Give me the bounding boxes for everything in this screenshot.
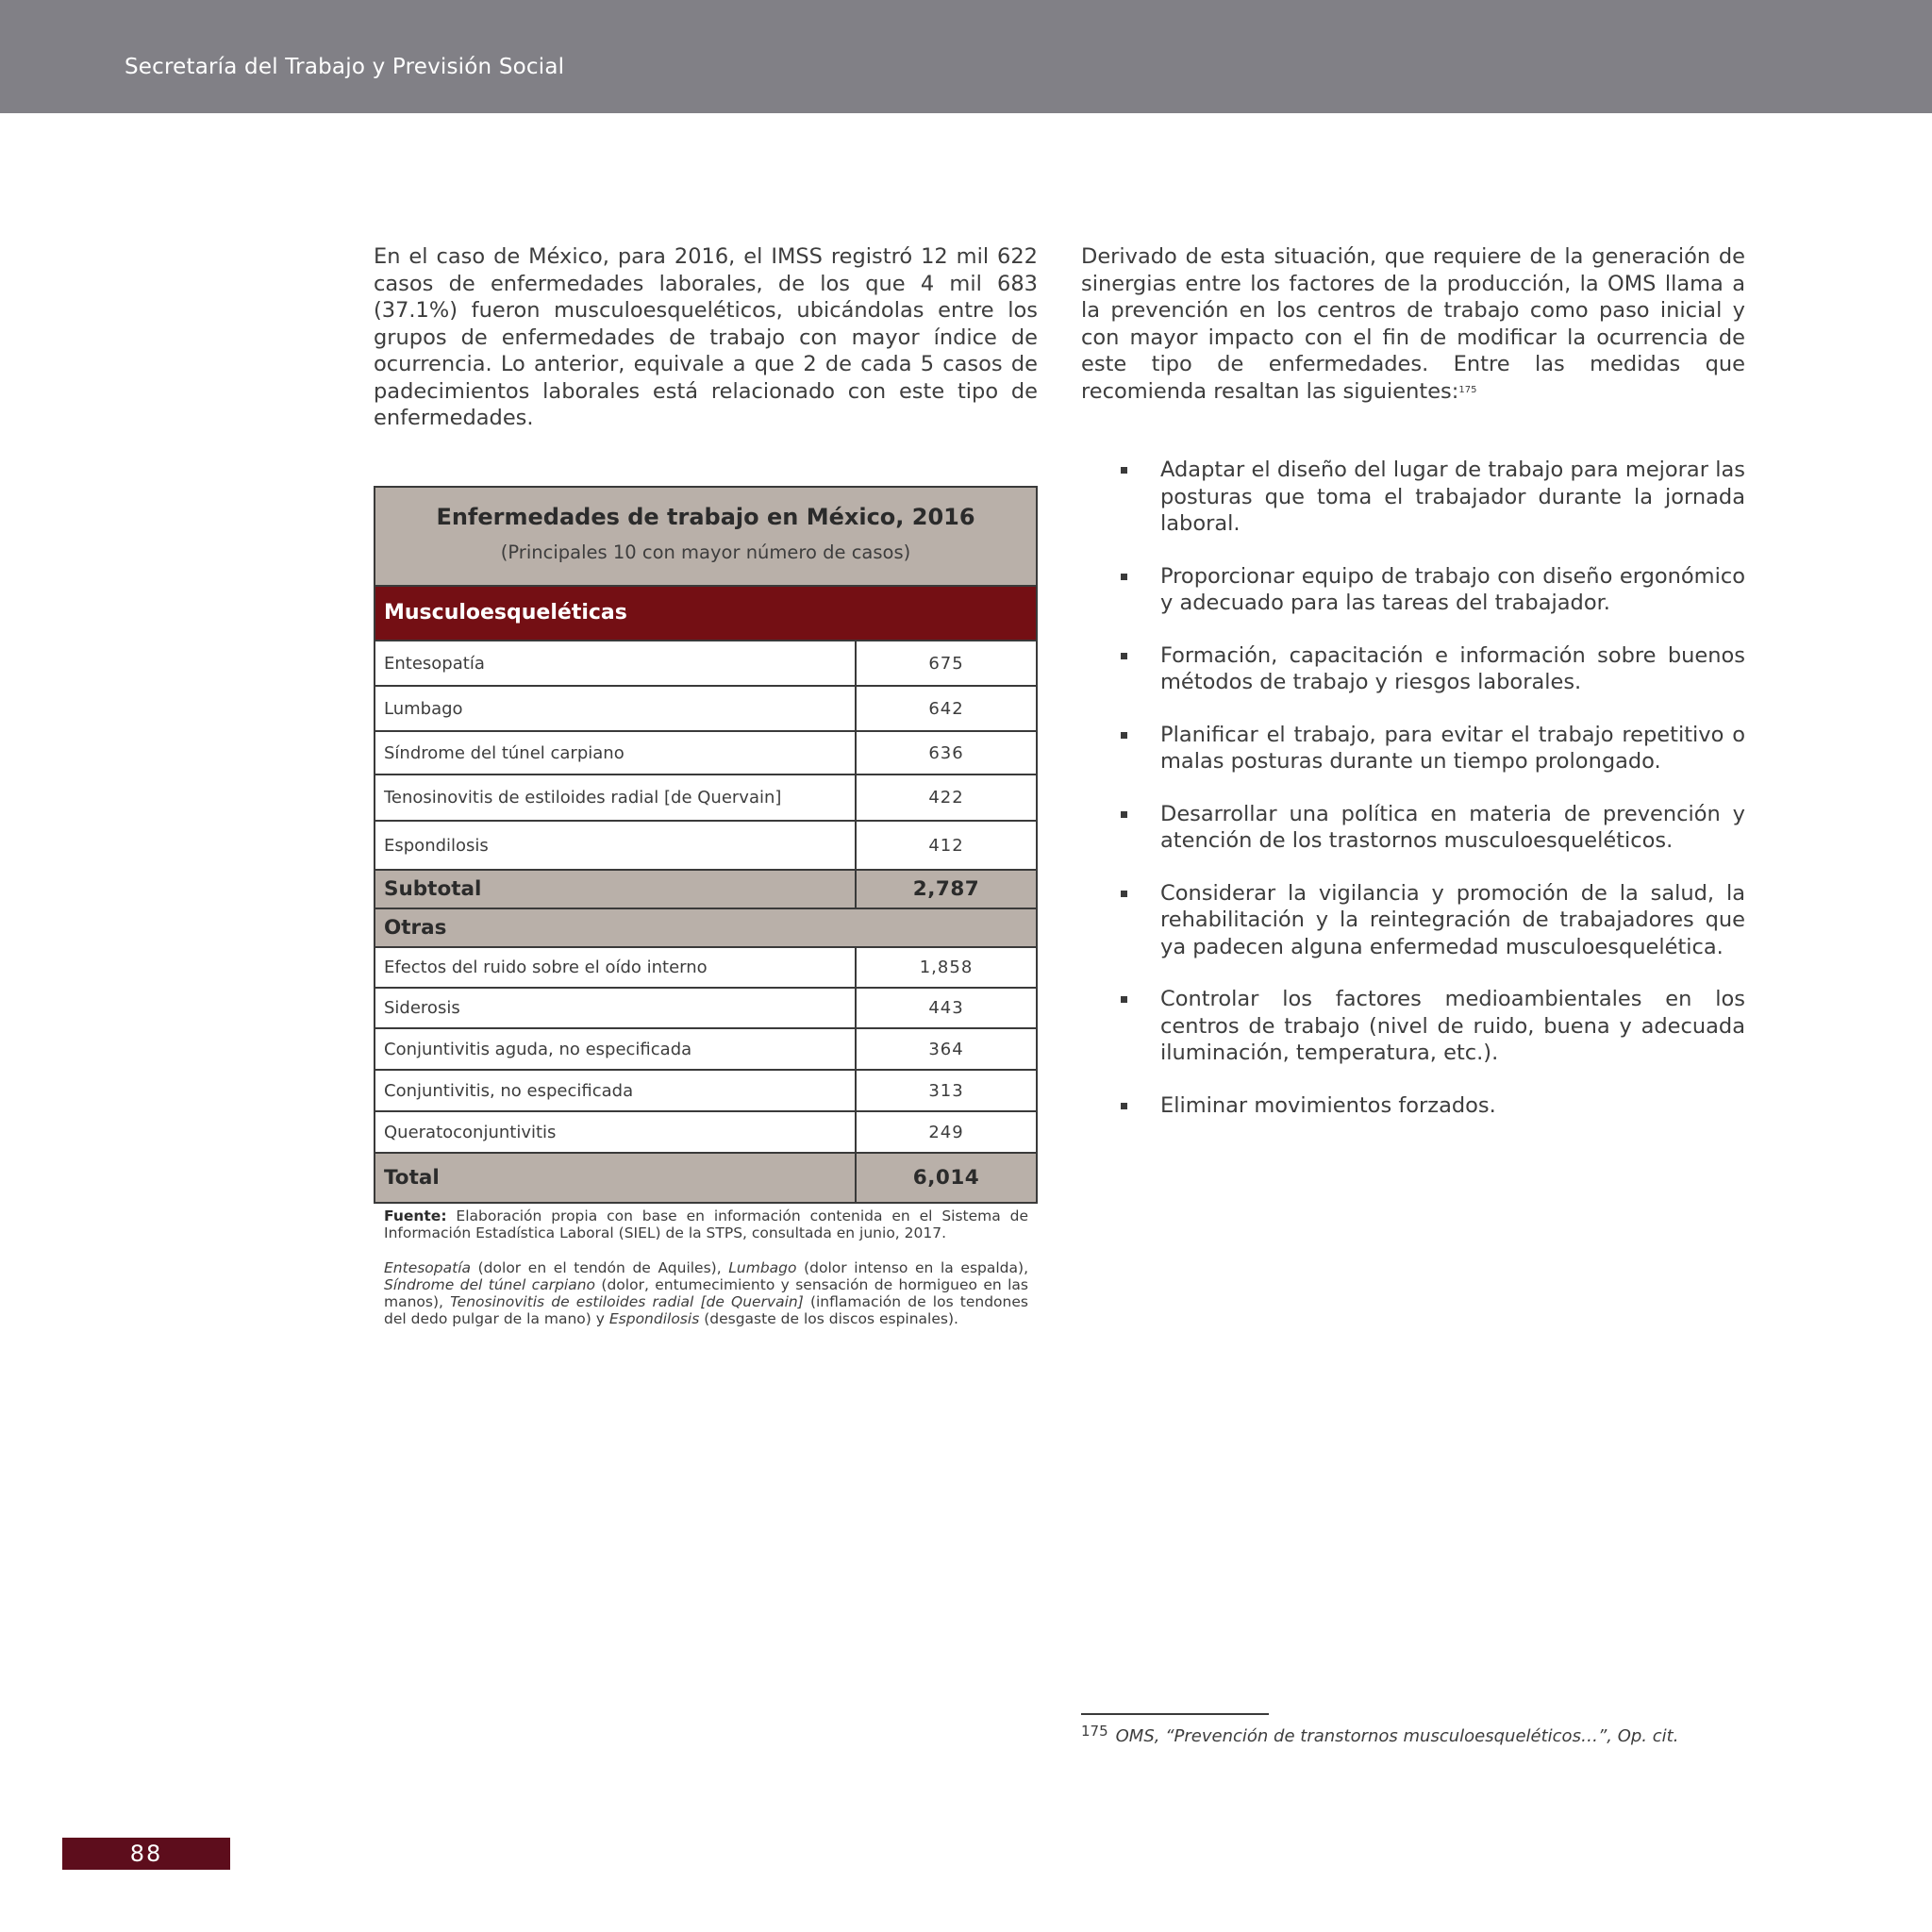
total-value: 6,014 bbox=[912, 1166, 980, 1190]
list-item bbox=[1121, 1092, 1745, 1120]
disease-cases: 422 bbox=[928, 788, 964, 808]
page-header bbox=[0, 0, 1932, 113]
list-item bbox=[1121, 801, 1745, 855]
section-other-label: Otras bbox=[384, 916, 447, 940]
diseases-table bbox=[374, 486, 1038, 1204]
bullet-square-icon bbox=[1121, 891, 1127, 897]
header-title: Secretaría del Trabajo y Previsión Social bbox=[125, 55, 565, 79]
note-definition: (desgaste de los discos espinales). bbox=[699, 1310, 958, 1327]
disease-cases: 642 bbox=[928, 698, 964, 719]
list-item bbox=[1121, 986, 1745, 1067]
disease-cases: 1,858 bbox=[919, 958, 974, 977]
footnote-text: OMS, “Prevención de transtornos musculoesqueléticos…”, Op. cit. bbox=[1115, 1726, 1679, 1746]
disease-cases: 443 bbox=[928, 998, 964, 1018]
section-musculoskeletal: Musculoesqueléticas bbox=[375, 587, 1036, 641]
disease-name: Conjuntivitis, no especificada bbox=[375, 1071, 857, 1110]
list-item-text: Adaptar el diseño del lugar de trabajo para mejorar las posturas que toma el trabajador durante la jornada laboral. bbox=[1160, 458, 1745, 536]
disease-name: Lumbago bbox=[375, 687, 857, 730]
footnote bbox=[1081, 1723, 1678, 1746]
bullet-square-icon bbox=[1121, 732, 1127, 739]
table-subtitle: (Principales 10 con mayor número de casos) bbox=[500, 541, 911, 563]
table-source bbox=[384, 1208, 1028, 1241]
disease-name: Efectos del ruido sobre el oído interno bbox=[375, 948, 857, 987]
intro-paragraph-right bbox=[1081, 243, 1745, 405]
footnote-number: 175 bbox=[1081, 1723, 1108, 1740]
source-label: Fuente: bbox=[384, 1208, 447, 1224]
note-definition: (dolor en el tendón de Aquiles), bbox=[471, 1259, 729, 1276]
list-item-text: Formación, capacitación e información sobre buenos métodos de trabajo y riesgos laborales. bbox=[1160, 642, 1745, 694]
list-item bbox=[1121, 722, 1745, 775]
table-row bbox=[375, 1112, 1036, 1154]
disease-name: Queratoconjuntivitis bbox=[375, 1112, 857, 1152]
table-row bbox=[375, 775, 1036, 822]
disease-name: Entesopatía bbox=[375, 641, 857, 685]
table-row bbox=[375, 948, 1036, 989]
intro-paragraph-left: En el caso de México, para 2016, el IMSS registró 12 mil 622 casos de enfermedades laborales, de los que 4 mil 683 (37.1%) fueron musculoesqueléticos, ubicándolas entre los grupos de enfermedades de trabajo con mayor índice de ocurrencia. Lo anterior, equivale a que 2 de cada 5 casos de padecimientos laborales está relacionado con este tipo de enfermedades. bbox=[374, 244, 1038, 430]
bullet-square-icon bbox=[1121, 574, 1127, 580]
footnote-reference[interactable]: 175 bbox=[1458, 384, 1477, 395]
note-term: Lumbago bbox=[728, 1259, 797, 1276]
bullet-square-icon bbox=[1121, 653, 1127, 659]
table-header bbox=[375, 488, 1036, 587]
total-row bbox=[375, 1154, 1036, 1202]
note-definition: (dolor intenso en la espalda), bbox=[796, 1259, 1028, 1276]
note-definition: (dolor, entumecimiento y sensación de hormigueo en las manos), bbox=[384, 1276, 1028, 1310]
footnote-divider bbox=[1081, 1713, 1269, 1715]
note-term: Entesopatía bbox=[384, 1259, 472, 1276]
bullet-square-icon bbox=[1121, 811, 1127, 818]
disease-cases: 249 bbox=[928, 1122, 964, 1142]
disease-name: Conjuntivitis aguda, no especificada bbox=[375, 1029, 857, 1069]
subtotal-label: Subtotal bbox=[375, 871, 857, 908]
list-item-text: Controlar los factores medioambientales en los centros de trabajo (nivel de ruido, buena y adecuada iluminación, temperatura, etc.). bbox=[1160, 987, 1745, 1065]
table-note bbox=[384, 1259, 1028, 1327]
disease-name: Síndrome del túnel carpiano bbox=[375, 732, 857, 774]
list-item bbox=[1121, 642, 1745, 696]
table-row bbox=[375, 989, 1036, 1029]
list-item-text: Desarrollar una política en materia de prevención y atención de los trastornos musculoesqueléticos. bbox=[1160, 801, 1745, 853]
disease-cases: 675 bbox=[928, 653, 964, 674]
subtotal-row bbox=[375, 871, 1036, 909]
list-item-text: Planificar el trabajo, para evitar el trabajo repetitivo o malas posturas durante un tiempo prolongado. bbox=[1160, 722, 1745, 774]
table-row bbox=[375, 732, 1036, 775]
list-item-text: Proporcionar equipo de trabajo con diseño ergonómico y adecuado para las tareas del trabajador. bbox=[1160, 563, 1745, 615]
section-other bbox=[375, 909, 1036, 948]
table-row bbox=[375, 641, 1036, 687]
note-term: Síndrome del túnel carpiano bbox=[384, 1276, 596, 1293]
list-item bbox=[1121, 880, 1745, 961]
total-label: Total bbox=[375, 1154, 857, 1202]
table-title: Enfermedades de trabajo en México, 2016 bbox=[436, 504, 975, 530]
table-row bbox=[375, 822, 1036, 871]
page-number-box bbox=[62, 1838, 230, 1870]
list-item bbox=[1121, 563, 1745, 617]
note-definition: (inflamación de los tendones del dedo pulgar de la mano) y bbox=[384, 1293, 1028, 1327]
table-row bbox=[375, 1071, 1036, 1112]
intro-paragraph-right-text: Derivado de esta situación, que requiere de la generación de sinergias entre los factores de la producción, la OMS llama a la prevención en los centros de trabajo como paso inicial y con mayor impacto con el fin de modificar la ocurrencia de este tipo de enfermedades. Entre las medidas que recomienda resaltan las siguientes: bbox=[1081, 244, 1745, 404]
bullet-square-icon bbox=[1121, 1103, 1127, 1109]
disease-cases: 412 bbox=[928, 835, 964, 856]
disease-cases: 313 bbox=[928, 1080, 964, 1101]
list-item bbox=[1121, 457, 1745, 538]
list-item-text: Considerar la vigilancia y promoción de la salud, la rehabilitación y la reintegración de trabajadores que ya padecen alguna enfermedad musculoesquelética. bbox=[1160, 880, 1745, 959]
recommendations-list bbox=[1121, 457, 1745, 1144]
disease-cases: 364 bbox=[928, 1039, 964, 1059]
page-number: 88 bbox=[129, 1840, 163, 1867]
source-text: Elaboración propia con base en información contenida en el Sistema de Información Estadística Laboral (SIEL) de la STPS, consultada en junio, 2017. bbox=[384, 1208, 1028, 1241]
list-item-text: Eliminar movimientos forzados. bbox=[1160, 1092, 1496, 1118]
subtotal-value: 2,787 bbox=[912, 877, 980, 901]
note-term: Tenosinovitis de estiloides radial [de Quervain] bbox=[450, 1293, 804, 1310]
table-row bbox=[375, 1029, 1036, 1071]
disease-name: Espondilosis bbox=[375, 822, 857, 869]
note-term: Espondilosis bbox=[608, 1310, 700, 1327]
disease-name: Tenosinovitis de estiloides radial [de Quervain] bbox=[375, 775, 857, 820]
bullet-square-icon bbox=[1121, 996, 1127, 1003]
table-row bbox=[375, 687, 1036, 732]
disease-name: Siderosis bbox=[375, 989, 857, 1027]
disease-cases: 636 bbox=[928, 742, 964, 763]
bullet-square-icon bbox=[1121, 467, 1127, 474]
